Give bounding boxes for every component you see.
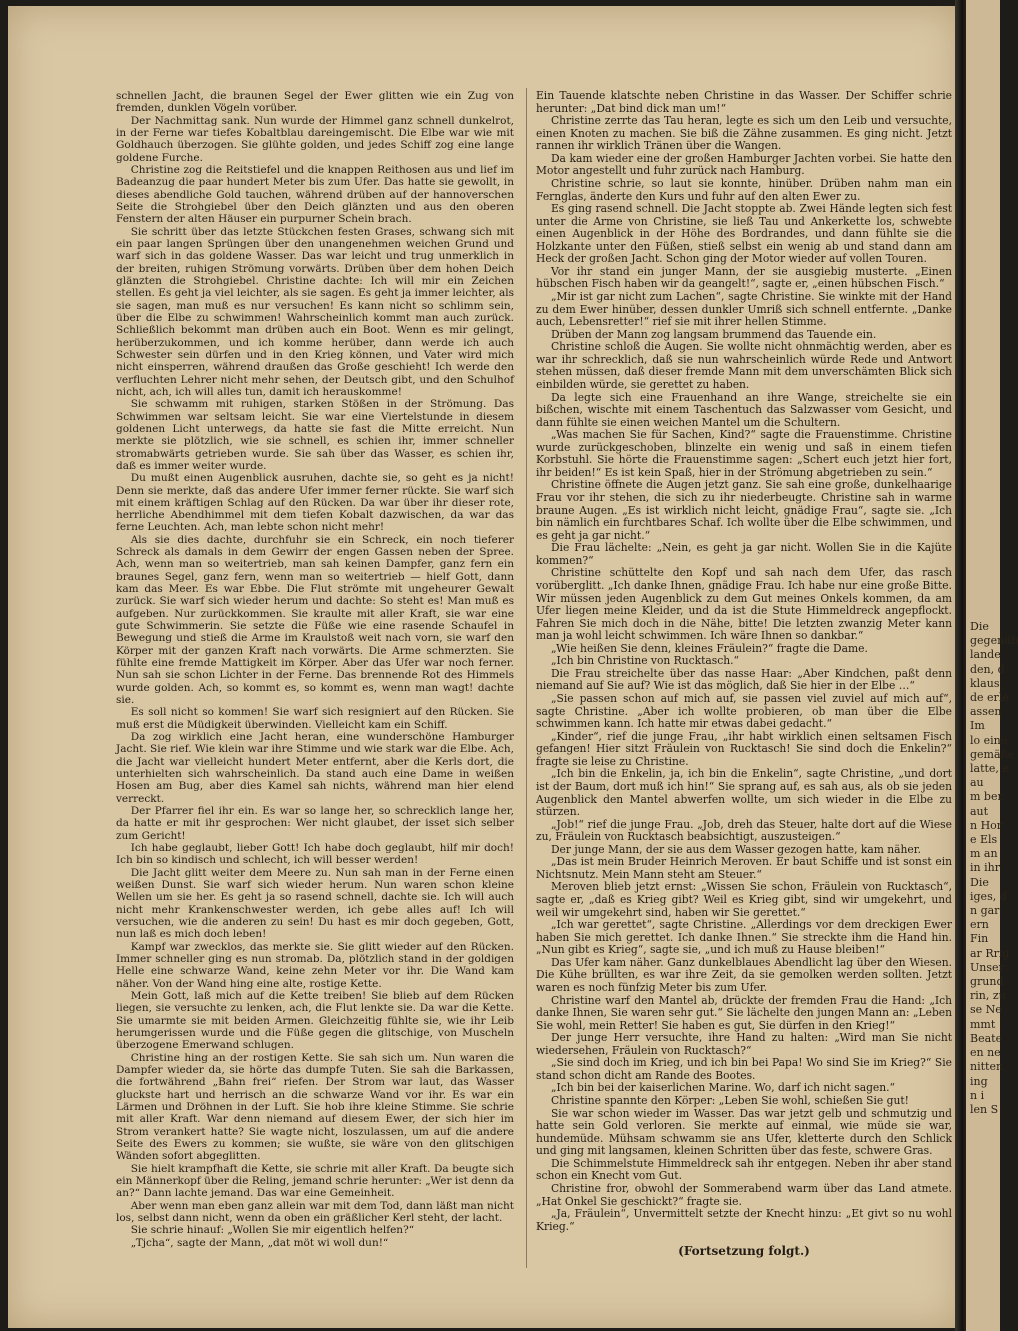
adjacent-page-line: latte, e (970, 762, 1009, 776)
adjacent-page-line: den, d (970, 662, 1005, 676)
adjacent-page-line: assen (970, 705, 1002, 719)
adjacent-page-line: m ber (970, 790, 1003, 804)
paragraph: Der Pfarrer fiel ihr ein. Es war so lange her, so schrecklich lange her, da hatte er mit ihr gesprochen: Wer nicht glaubet, der isset sich selber zum Gericht! (116, 805, 514, 842)
paragraph: Christine hing an der rostigen Kette. Sie sah sich um. Nun waren die Dampfer wieder da, sie hörte das dumpfe Tuten. Sie sah die Barkassen, die fortwährend „Bahn frei“ riefen. Der Strom war laut, das Wasser gluckste hart und herrisch an die schwarze Wand vor ihr. Es war ein Lärmen und Dröhnen in der Luft. Sie hob ihre kleine Stimme. Sie schrie mit aller Kraft. War denn niemand auf diesem Ewer, der sich hier im Strom verankert hatte? Sie wagte nicht, loszulassen, um auf die andere Seite des Ewers zu kommen; sie wußte, sie wäre von den glitschigen Wänden sofort abgeglitten. (116, 1051, 514, 1163)
adjacent-page-line: klaus (970, 676, 1000, 690)
adjacent-page-line: aut (970, 804, 989, 818)
paragraph: Mein Gott, laß mich auf die Kette treiben! Sie blieb auf dem Rücken liegen, sie versuchte zu lenken, ach, die Flut lenkte sie. Da war die Kette. Sie umarmte sie mit beiden Armen. Gleichzeitig fühlte sie, wie ihr Leib herumgerissen wurde und die Füße gegen die glitschige, von Muscheln überzogene Emerwand schlugen. (116, 989, 514, 1052)
adjacent-page-line: ar Rrig (970, 946, 1010, 960)
adjacent-page-line: au (970, 776, 984, 790)
continuation-note: (Fortsetzung folgt.) (678, 1244, 810, 1258)
paragraph: Der junge Herr versuchte, ihre Hand zu halten: „Wird man Sie nicht wiedersehen, Fräulein von Rucktasch?“ (536, 1031, 952, 1057)
paragraph: Als sie dies dachte, durchfuhr sie ein Schreck, ein noch tieferer Schreck als damals in dem Gewirr der engen Gassen neben der Spree. Ach, wenn man so weitertrieb, man sah keinen Dampfer, ganz fern ein braunes Segel, ganz fern, wenn man so weitertrieb — hielf Gott, dann kam das Meer. Es war Ebbe. Die Flut strömte mit ungeheurer Gewalt zurück. Sie warf sich wieder herum und dachte: So steht es! Man muß es aufgeben. Nur zurückkommen. Sie kraulte mit aller Kraft, sie war eine gute Schwimmerin. Sie setzte die Füße wie eine rasende Schaufel in Bewegung und stieß die Arme im Kraulstoß weit nach vorn, sie warf den Körper mit der ganzen Kraft nach vorwärts. Die Arme schmerzten. Sie fühlte eine fremde Mattigkeit im Körper. Aber das Ufer war noch ferner. Nun sah sie schon Lichter in der Ferne. Das brennende Rot des Himmels wurde golden. Ach, so kommt es, so kommt es, wenn man wagt! dachte sie. (116, 533, 514, 707)
paragraph: Meroven blieb jetzt ernst: „Wissen Sie schon, Fräulein von Rucktasch“, sagte er, „daß es Krieg gibt? Weil es Krieg gibt, sind wir umgekehrt, und weil wir umgekehrt sind, haben wir Sie gerettet.“ (536, 880, 952, 919)
paragraph: Sie war schon wieder im Wasser. Das war jetzt gelb und schmutzig und hatte sein Gold verloren. Sie merkte auf einmal, wie müde sie war, hundemüde. Mühsam schwamm sie ans Ufer, kletterte durch den Schlick und ging mit langsamen, kleinen Schritten über das feste, schwere Gras. (536, 1106, 952, 1158)
paragraph: Christine warf den Mantel ab, drückte der fremden Frau die Hand: „Ich danke Ihnen, Sie waren sehr gut.“ Sie lächelte den jungen Mann an: „Leben Sie wohl, mein Retter! Sie haben es gut, Sie dürfen in den Krieg!“ (536, 993, 952, 1032)
article-column-left (116, 90, 514, 1249)
paragraph: Die Jacht glitt weiter dem Meere zu. Nun sah man in der Ferne einen weißen Dunst. Sie warf sich wieder herum. Nun waren schon kleine Wellen um sie her. Es geht ja so rasend schnell, dachte sie. Ich will auch nicht mehr Krankenschwester werden, ich gebe alles auf! Ich will versuchen, wie die anderen zu sein! Du hast es mir doch gegeben, Gott, nun laß es mich doch leben! (116, 866, 514, 941)
adjacent-page-line: len S (970, 1102, 999, 1116)
paragraph: Kampf war zwecklos, das merkte sie. Sie glitt wieder auf den Rücken. Immer schneller ging es nun stromab. Da, plötzlich stand in der goldigen Helle eine schwarze Wand, keine zehn Meter vor ihr. Die Wand kam näher. Von der Wand hing eine alte, rostige Kette. (116, 940, 514, 990)
adjacent-page-line: Im (970, 719, 985, 733)
adjacent-page-edge (966, 0, 1018, 1331)
paragraph: Christine zog die Reitstiefel und die knappen Reithosen aus und lief im Badeanzug die paar hundert Meter bis zum Ufer. Das hatte sie gewollt, in dieses abendliche Gold tauchen, während drüben auf der hannoverschen Seite die Strohgiebel über den Deich glänzten und aus den oberen Fenstern der alten Häuser ein purpurner Schein brach. (116, 163, 514, 226)
paragraph: Das Ufer kam näher. Ganz dunkelblaues Abendlicht lag über den Wiesen. Die Kühe brüllten, es war ihre Zeit, da sie gemolken werden sollten. Jetzt waren es noch fünfzig Meter bis zum Ufer. (536, 955, 952, 994)
adjacent-page-line: Die (970, 875, 989, 889)
paragraph: „Ich bin bei der kaiserlichen Marine. Wo, darf ich nicht sagen.“ (550, 1081, 896, 1095)
paragraph: Christine öffnete die Augen jetzt ganz. Sie sah eine große, dunkelhaarige Frau vor ihr stehen, die sich zu ihr niederbeugte. Christine sah in warme braune Augen. „Es ist wirklich nicht leicht, gnädige Frau“, sagte sie. „Ich bin nämlich ein furchtbares Schaf. Ich wollte über die Elbe schwimmen, und es geht ja gar nicht.“ (536, 478, 952, 542)
paragraph: „Job!“ rief die junge Frau. „Job, dreh das Steuer, halte dort auf die Wiese zu, Fräulein von Rucktasch beabsichtigt, auszusteigen.“ (536, 817, 952, 844)
paragraph: Christine spannte den Körper: „Leben Sie wohl, schießen Sie gut! (550, 1094, 909, 1107)
paragraph: „Ja, Fräulein“, Unvermittelt setzte der Knecht hinzu: „Et givt so nu wohl Krieg.“ (536, 1207, 952, 1233)
paragraph: „Kinder“, rief die junge Frau, „ihr habt wirklich einen seltsamen Fisch gefangen! Hier sitzt Fräulein von Rucktasch! Sie sind doch die Enkelin?“ fragte sie leise zu Christine. (536, 729, 952, 768)
adjacent-page-line: gegenüb (970, 634, 1018, 648)
paragraph: Ich habe geglaubt, lieber Gott! Ich habe doch geglaubt, hilf mir doch! Ich bin so kindisch und schlecht, ich will besser werden! (116, 842, 514, 867)
paragraph: „Das ist mein Bruder Heinrich Meroven. Er baut Schiffe und ist sonst ein Nichtsnutz. Mein Mann steht am Steuer.“ (536, 855, 952, 881)
paragraph: Da legte sich eine Frauenhand an ihre Wange, streichelte sie ein bißchen, wischte mit einem Taschentuch das Salzwasser vom Gesicht, und dann fühlte sie einen weichen Mantel um die Schultern. (536, 390, 952, 429)
adjacent-page-line: lo eine (970, 733, 1008, 747)
paragraph: Sie schrie hinauf: „Wollen Sie mir eigentlich helfen?“ (130, 1224, 415, 1237)
article-column-right (536, 90, 952, 1233)
adjacent-page-text (970, 620, 1018, 1117)
paragraph: „Tjcha“, sagte der Mann, „dat möt wi woll dun!“ (130, 1236, 389, 1249)
adjacent-page-line: gemäße (970, 747, 1015, 761)
paragraph: „Wie heißen Sie denn, kleines Fräulein?“ fragte die Dame. (550, 641, 868, 655)
paragraph: Die Frau lächelte: „Nein, es geht ja gar nicht. Wollen Sie in die Kajüte kommen?“ (536, 541, 952, 567)
paragraph: Der Nachmittag sank. Nun wurde der Himmel ganz schnell dunkelrot, in der Ferne war tiefes Kobaltblau dareingemischt. Die Elbe war wie mit Goldhauch überzogen. Sie glühte golden, und jedes Schiff zog eine lange goldene Furche. (116, 114, 514, 164)
paragraph: Sie hielt krampfhaft die Kette, sie schrie mit aller Kraft. Da beugte sich ein Männerkopf über die Reling, jemand schrie herunter: „Wer ist denn da an?“ Dann lachte jemand. Das war eine Gemeinheit. (116, 1162, 514, 1200)
paragraph: Christine zerrte das Tau heran, legte es sich um den Leib und versuchte, einen Knoten zu machen. Sie biß die Zähne zusammen. Es ging nicht. Jetzt rannen ihr wirklich Tränen über die Wangen. (536, 114, 952, 153)
adjacent-page-line: m an (970, 847, 998, 861)
adjacent-page-line: in ihr (970, 861, 1000, 875)
paragraph: Der junge Mann, der sie aus dem Wasser gezogen hatte, kam näher. (550, 842, 922, 856)
paragraph: Christine schloß die Augen. Sie wollte nicht ohnmächtig werden, aber es war ihr schrecklich, daß sie nun wahrscheinlich würde Rede und Antwort stehen müssen, daß dieser fremde Mann mit dem unverschämten Blick sich einbilden würde, sie gerettet zu haben. (536, 340, 952, 391)
adjacent-page-line: mmt (970, 1017, 996, 1031)
adjacent-page-line: lande (970, 648, 1001, 662)
adjacent-page-line: rin, zu (970, 989, 1006, 1003)
paragraph: „Sie sind doch im Krieg, und ich bin bei Papa! Wo sind Sie im Krieg?“ Sie stand schon dicht am Rande des Bootes. (536, 1056, 952, 1082)
paragraph: Christine fror, obwohl der Sommerabend warm über das Land atmete. „Hat Onkel Sie geschickt?“ fragte sie. (536, 1181, 952, 1208)
adjacent-page-line: Beate (970, 1031, 1003, 1045)
adjacent-page-line: n Hor (970, 818, 1003, 832)
paragraph: Aber wenn man eben ganz allein war mit dem Tod, dann läßt man nicht los, selbst dann nicht, wenn da oben ein gräßlicher Kerl steht, der lacht. (116, 1199, 514, 1224)
column-divider (526, 88, 527, 1268)
adjacent-page-line: Fin (970, 932, 989, 946)
paragraph: schnellen Jacht, die braunen Segel der Ewer glitten wie ein Zug von fremden, dunklen Vögeln vorüber. (116, 90, 514, 115)
adjacent-page-line: n gar (970, 904, 1000, 918)
paragraph: Es ging rasend schnell. Die Jacht stoppte ab. Zwei Hände legten sich fest unter die Arme von Christine, sie ließ Tau und Ankerkette los, schwebte einen Augenblick in der Höhe des Bordrandes, und dann fühlte sie die Holzkante unter den Füßen, stieß selbst ein wenig ab und stand dann am Heck der großen Jacht. Schon ging der Motor wieder auf vollen Touren. (536, 202, 952, 266)
paragraph: „Sie passen schon auf mich auf, sie passen viel zuviel auf mich auf“, sagte Christine. „Aber ich wollte probieren, ob man über die Elbe schwimmen kann. Ich hatte mir etwas dabei gedacht.“ (536, 692, 952, 731)
newspaper-page (8, 6, 960, 1328)
paragraph: Drüben der Mann zog langsam brummend das Tauende ein. (550, 327, 877, 341)
adjacent-page-line: en ne (970, 1046, 1001, 1060)
paragraph: „Mir ist gar nicht zum Lachen“, sagte Christine. Sie winkte mit der Hand zu dem Ewer hinüber, dessen dunkler Umriß sich schnell entfernte. „Danke auch, Lebensretter!“ rief sie mit ihrer hellen Stimme. (536, 290, 952, 329)
adjacent-page-line: Unser (970, 960, 1004, 974)
paragraph: Da kam wieder eine der großen Hamburger Jachten vorbei. Sie hatte den Motor angestellt und fuhr zurück nach Hamburg. (536, 151, 952, 178)
paragraph: Da zog wirklich eine Jacht heran, eine wunderschöne Hamburger Jacht. Sie rief. Wie klein war ihre Stimme und wie stark war die Elbe. Ach, die Jacht war vielleicht hundert Meter entfernt, aber die Kerls dort, die unterhielten sich wahrscheinlich. Da stand auch eine Dame in weißen Hosen am Bug, aber dies Kamel sah nichts, während man hier elend verreckt. (116, 731, 514, 805)
paragraph: Vor ihr stand ein junger Mann, der sie ausgiebig musterte. „Einen hübschen Fisch haben wir da geangelt!“, sagte er, „einen hübschen Fisch.“ (536, 264, 952, 291)
paragraph: „Was machen Sie für Sachen, Kind?“ sagte die Frauenstimme. Christine wurde zurückgeschoben, blinzelte ein wenig und saß in einem tiefen Korbstuhl. Sie hörte die Frauenstimme sagen: „Schert euch jetzt hier fort, ihr beiden!“ Es ist kein Spaß, hier in der Strömung abgetrieben zu sein.“ (536, 428, 952, 479)
adjacent-page-line: se Ne (970, 1003, 1002, 1017)
paragraph: Christine schüttelte den Kopf und sah nach dem Ufer, das rasch vorüberglitt. „Ich danke Ihnen, gnädige Frau. Ich habe nur eine große Bitte. Wir müssen jeden Augenblick zu dem Gut meines Onkels kommen, da am Ufer liegen meine Kleider, und da ist die Stute Himmeldreck angepflockt. Fahren Sie mich doch in die Nähe, bitte! Die letzten zwanzig Meter kann man ja wohl leicht schwimmen. Ich wäre Ihnen so dankbar.“ (536, 566, 952, 643)
adjacent-page-line: de erle (970, 691, 1009, 705)
adjacent-page-line: e Els (970, 833, 998, 847)
paragraph: Sie schritt über das letzte Stückchen festen Grases, schwang sich mit ein paar langen Sprüngen über den unangenehmen weichen Grund und warf sich in das goldene Wasser. Das war leicht und trug unmerklich in der breiten, ruhigen Strömung vorwärts. Drüben über dem hohen Deich glänzten die Strohgiebel. Christine dachte: Ich will mir ein Zeichen stellen. Es geht ja viel leichter, als sie sagen. Es geht ja immer leichter, als sie sagen, man muß es nur versuchen! Es kann nicht so schlimm sein, über die Elbe zu schwimmen! Wahrscheinlich kommt man auch zurück. Schließlich bekommt man drüben auch ein Boot. Wenn es mir gelingt, herüberzukommen, und ich komme herüber, dann werde ich auch Schwester sein dürfen und in den Krieg können, und Vater wird mich nicht einsperren, während draußen das Große geschieht! Ich werde den verfluchten Lehrer nicht mehr sehen, der Deutsch gibt, und den Schulhof nicht, ach, ich will alles tun, damit ich herauskomme! (116, 225, 514, 398)
paragraph: „Ich bin die Enkelin, ja, ich bin die Enkelin“, sagte Christine, „und dort ist der Baum, dort muß ich hin!“ Sie sprang auf, es sah aus, als ob sie jeden Augenblick den Mantel abwerfen wollte, um sich wieder in die Elbe zu stürzen. (536, 767, 952, 819)
adjacent-page-line: n i (970, 1088, 985, 1102)
paragraph: „Ich war gerettet“, sagte Christine. „Allerdings vor dem dreckigen Ewer haben Sie mich gerettet. Ich danke Ihnen.“ Sie streckte ihm die Hand hin. „Nun gibt es Krieg“, sagte sie, „und ich muß zu Hause bleiben!“ (536, 918, 952, 957)
paragraph: Die Schimmelstute Himmeldreck sah ihr entgegen. Neben ihr aber stand schon ein Knecht vom Gut. (536, 1156, 952, 1183)
paragraph: Christine schrie, so laut sie konnte, hinüber. Drüben nahm man ein Fernglas, änderte den Kurs und fuhr auf den alten Ewer zu. (536, 176, 952, 203)
adjacent-page-line: grund (970, 975, 1004, 989)
paragraph: Die Frau streichelte über das nasse Haar: „Aber Kindchen, paßt denn niemand auf Sie auf? Wie ist das möglich, daß Sie hier in der Elbe …“ (536, 666, 952, 693)
paragraph: Es soll nicht so kommen! Sie warf sich resigniert auf den Rücken. Sie muß erst die Müdigkeit überwinden. Vielleicht kam ein Schiff. (116, 706, 514, 731)
paragraph: Ein Tauende klatschte neben Christine in das Wasser. Der Schiffer schrie herunter: „Dat bind dick man um!“ (536, 89, 952, 115)
adjacent-page-line: nitten (970, 1060, 1004, 1074)
adjacent-page-line: Die (970, 620, 989, 633)
adjacent-page-line: ern (970, 918, 989, 932)
paragraph: Sie schwamm mit ruhigen, starken Stößen in der Strömung. Das Schwimmen war seltsam leicht. Sie war eine Viertelstunde in diesem goldenen Licht unterwegs, da hatte sie fast die Mitte erreicht. Nun merkte sie plötzlich, wie sie schnell, es schien ihr, immer schneller stromabwärts getrieben wurde. Sie sah über das Wasser, es schien ihr, daß es immer weiter wurde. (116, 398, 514, 472)
adjacent-page-line: iges, d (970, 889, 1007, 903)
paragraph: Du mußt einen Augenblick ausruhen, dachte sie, so geht es ja nicht! Denn sie merkte, daß das andere Ufer immer ferner rückte. Sie warf sich mit einem kräftigen Schlag auf den Rücken. Da war über ihr dieser rote, herrliche Abendhimmel mit dem tiefen Kobalt dazwischen, da war das ferne Leuchten. Ach, man lebte schon nicht mehr! (116, 472, 514, 534)
adjacent-page-line: ing (970, 1074, 988, 1088)
paragraph: „Ich bin Christine von Rucktasch.“ (550, 654, 739, 668)
